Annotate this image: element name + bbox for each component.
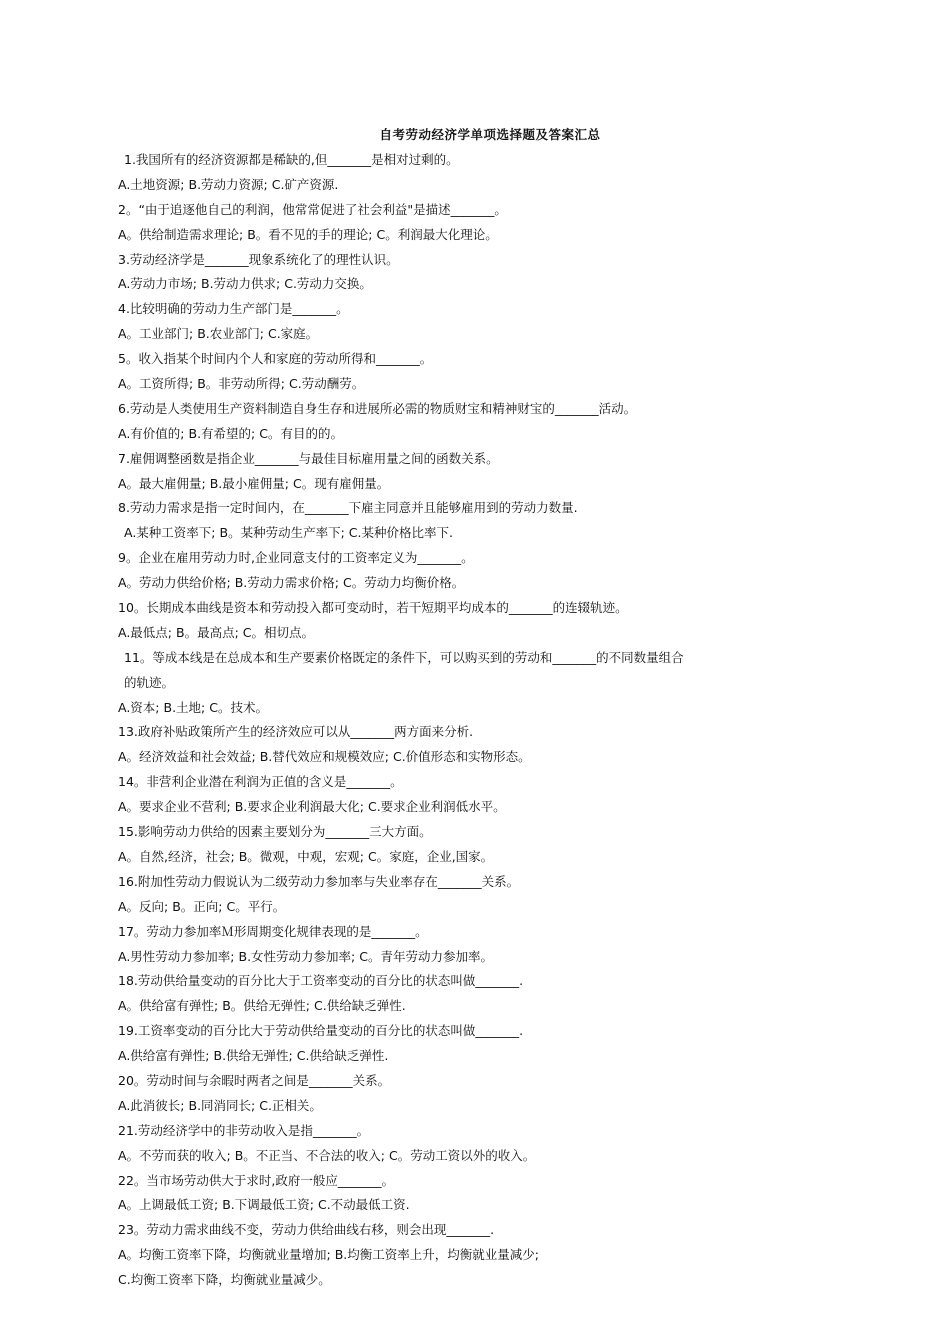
question-line: 5。收入指某个时间内个人和家庭的劳动所得和_______。 [118, 351, 433, 367]
answer-options-line: A.男性劳动力参加率; B.女性劳动力参加率; C。青年劳动力参加率。 [118, 948, 493, 964]
answer-options-line: A.资本; B.土地; C。技术。 [118, 699, 268, 715]
answer-options-line: A.土地资源; B.劳动力资源; C.矿产资源. [118, 176, 339, 192]
question-line: 6.劳动是人类使用生产资料制造自身生存和进展所必需的物质财宝和精神财宝的_______活动。 [118, 400, 637, 416]
question-line: 14。非营利企业潜在利润为正值的含义是_______。 [118, 774, 403, 790]
answer-options-line: A.此消彼长; B.同消同长; C.正相关。 [118, 1097, 322, 1113]
document-title: 自考劳动经济学单项选择题及答案汇总 [379, 127, 601, 142]
answer-options-line: A。工业部门; B.农业部门; C.家庭。 [118, 326, 319, 342]
question-line: 15.影响劳动力供给的因素主要划分为_______三大方面。 [118, 824, 432, 840]
question-line: 18.劳动供给量变动的百分比大于工资率变动的百分比的状态叫做_______. [118, 973, 524, 989]
answer-options-line: A。均衡工资率下降，均衡就业量增加; B.均衡工资率上升，均衡就业量减少; [118, 1247, 539, 1263]
question-line: 20。劳动时间与余暇时两者之间是_______关系。 [118, 1072, 391, 1088]
answer-options-line: A。经济效益和社会效益; B.替代效应和规模效应; C.价值形态和实物形态。 [118, 749, 531, 765]
answer-options-line: A.最低点; B。最高点; C。相切点。 [118, 624, 314, 640]
question-line: 17。劳动力参加率Ｍ形周期变化规律表现的是_______。 [118, 923, 428, 939]
answer-options-line: A。上调最低工资; B.下调最低工资; C.不动最低工资. [118, 1197, 410, 1213]
question-line: 21.劳动经济学中的非劳动收入是指_______。 [118, 1122, 370, 1138]
question-line: 13.政府补贴政策所产生的经济效应可以从_______两方面来分析. [118, 724, 474, 740]
answer-options-line: A。反向; B。正向; C。平行。 [118, 898, 286, 914]
question-line: 的轨迹。 [124, 674, 175, 690]
question-line: 1.我国所有的经济资源都是稀缺的,但_______是相对过剩的。 [124, 152, 459, 167]
question-list [118, 148, 818, 1293]
answer-options-line: A.有价值的; B.有希望的; C。有目的的。 [118, 425, 343, 441]
answer-options-line: A。工资所得; B。非劳动所得; C.劳动酬劳。 [118, 376, 365, 392]
answer-options-line: A。供给富有弹性; B。供给无弹性; C.供给缺乏弹性. [118, 998, 406, 1014]
question-line: 16.附加性劳动力假说认为二级劳动力参加率与失业率存在_______关系。 [118, 873, 520, 889]
question-line: 9。企业在雇用劳动力时,企业同意支付的工资率定义为_______。 [118, 550, 474, 566]
question-line: 19.工资率变动的百分比大于劳动供给量变动的百分比的状态叫做_______. [118, 1023, 524, 1039]
question-line: 7.雇佣调整函数是指企业_______与最佳目标雇用量之间的函数关系。 [118, 450, 499, 466]
answer-options-line: A.供给富有弹性; B.供给无弹性; C.供给缺乏弹性. [118, 1048, 389, 1064]
answer-options-line: A。劳动力供给价格; B.劳动力需求价格; C。劳动力均衡价格。 [118, 575, 465, 591]
question-line: 8.劳动力需求是指一定时间内，在_______下雇主同意并且能够雇用到的劳动力数量. [118, 500, 578, 516]
question-line: 2。“由于追逐他自己的利润，他常常促进了社会利益"是描述_______。 [118, 201, 507, 217]
answer-options-line: A。供给制造需求理论; B。看不见的手的理论; C。利润最大化理论。 [118, 226, 498, 242]
question-line: 4.比较明确的劳动力生产部门是_______。 [118, 301, 349, 317]
question-line: 3.劳动经济学是_______现象系统化了的理性认识。 [118, 251, 399, 267]
answer-options-line: A。不劳而获的收入; B。不正当、不合法的收入; C。劳动工资以外的收入。 [118, 1147, 536, 1163]
answer-options-line: A。要求企业不营利; B.要求企业利润最大化; C.要求企业利润低水平。 [118, 799, 506, 815]
answer-options-line: C.均衡工资率下降，均衡就业量减少。 [118, 1272, 331, 1288]
question-line: 22。当市场劳动供大于求时,政府一般应_______。 [118, 1172, 395, 1188]
question-line: 23。劳动力需求曲线不变，劳动力供给曲线右移，则会出现_______. [118, 1222, 495, 1238]
question-line: 11。等成本线是在总成本和生产要素价格既定的条件下，可以购买到的劳动和_______的不同数量组合 [124, 649, 684, 665]
answer-options-line: A.劳动力市场; B.劳动力供求; C.劳动力交换。 [118, 276, 372, 292]
question-line: 10。长期成本曲线是资本和劳动投入都可变动时，若干短期平均成本的_______的连辍轨迹。 [118, 600, 628, 616]
answer-options-line: A.某种工资率下; B。某种劳动生产率下; C.某种价格比率下. [124, 525, 453, 541]
answer-options-line: A。自然,经济，社会; B。微观，中观，宏观; C。家庭，企业,国家。 [118, 848, 494, 864]
answer-options-line: A。最大雇佣量; B.最小雇佣量; C。现有雇佣量。 [118, 475, 390, 491]
